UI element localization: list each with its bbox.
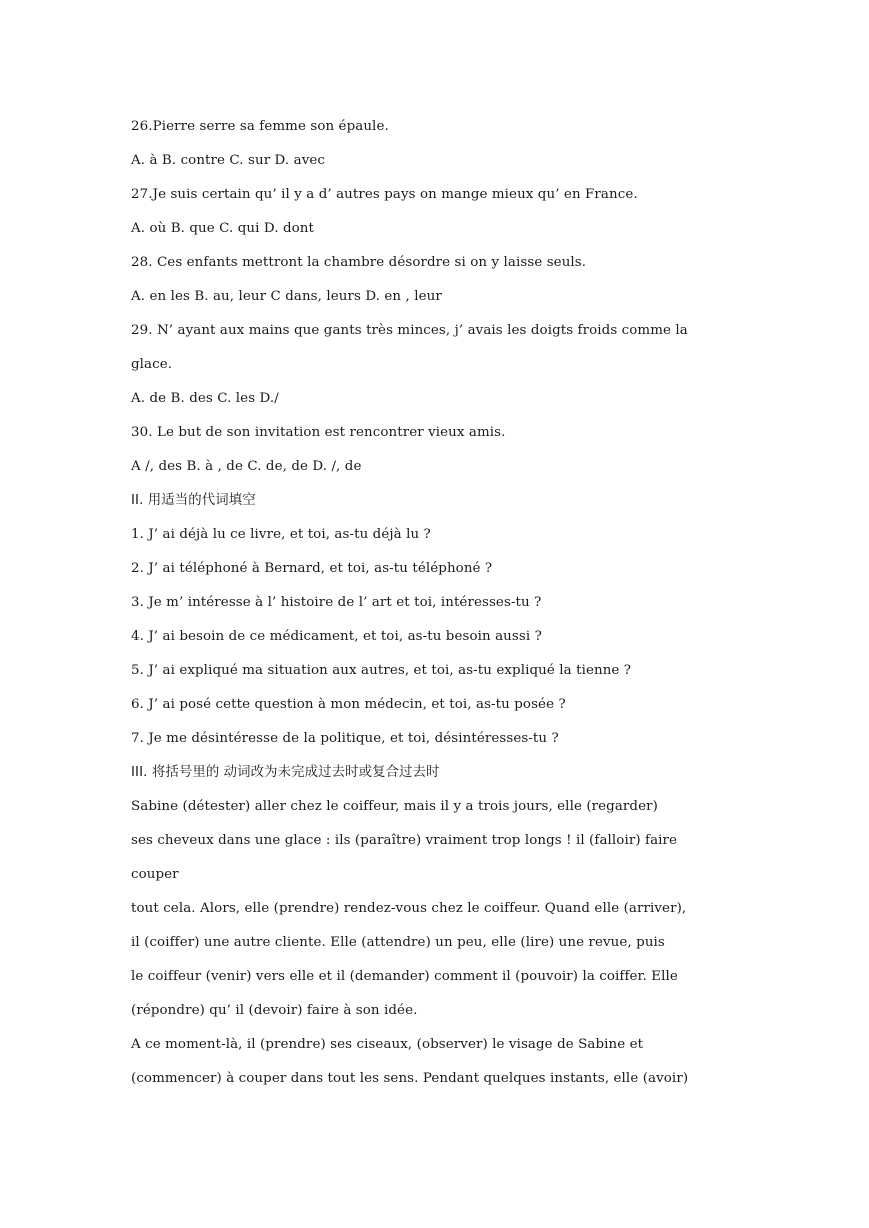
text-line-8: A ce moment-là, il (prendre) ses ciseaux, (observer) le visage de Sabine et (131, 1037, 644, 1052)
text-line-5: il (coiffer) une autre cliente. Elle (attendre) un peu, elle (lire) une revue, puis (131, 935, 665, 950)
text-line-7: (répondre) qu’ il (devoir) faire à son idée. (131, 1003, 418, 1018)
section-title-verbs: III. 将括号里的 动词改为未完成过去时或复合过去时 (131, 765, 440, 780)
text-line-9: (commencer) à couper dans tout les sens. Pendant quelques instants, elle (avoir) (131, 1071, 689, 1086)
text-line-3: couper (131, 867, 179, 882)
section-title-pronouns: II. 用适当的代词填空 (131, 493, 256, 508)
question-26: 26.Pierre serre sa femme son épaule. (131, 119, 389, 134)
verb-section (131, 756, 741, 1096)
pronoun-item-2: 2. J’ ai téléphoné à Bernard, et toi, as-tu téléphoné ? (131, 561, 493, 576)
text-line-2: ses cheveux dans une glace : ils (paraître) vraiment trop longs ! il (falloir) faire (131, 833, 678, 848)
question-28: 28. Ces enfants mettront la chambre désordre si on y laisse seuls. (131, 255, 587, 270)
question-30: 30. Le but de son invitation est rencontrer vieux amis. (131, 425, 506, 440)
qcm-section (131, 110, 741, 484)
pronoun-item-4: 4. J’ ai besoin de ce médicament, et toi, as-tu besoin aussi ? (131, 629, 542, 644)
options-29: A. de B. des C. les D./ (131, 391, 279, 406)
document-body (131, 110, 741, 1096)
pronoun-item-3: 3. Je m’ intéresse à l’ histoire de l’ art et toi, intéresses-tu ? (131, 595, 542, 610)
question-29: 29. N’ ayant aux mains que gants très minces, j’ avais les doigts froids comme la (131, 323, 688, 338)
options-28: A. en les B. au, leur C dans, leurs D. en , leur (131, 289, 442, 304)
question-29-continued: glace. (131, 357, 173, 372)
pronoun-item-6: 6. J’ ai posé cette question à mon médecin, et toi, as-tu posée ? (131, 697, 566, 712)
options-30: A /, des B. à , de C. de, de D. /, de (131, 459, 362, 474)
pronoun-section (131, 484, 741, 756)
options-27: A. où B. que C. qui D. dont (131, 221, 314, 236)
text-line-6: le coiffeur (venir) vers elle et il (demander) comment il (pouvoir) la coiffer. Elle (131, 969, 678, 984)
text-line-4: tout cela. Alors, elle (prendre) rendez-vous chez le coiffeur. Quand elle (arriver), (131, 901, 687, 916)
pronoun-item-5: 5. J’ ai expliqué ma situation aux autres, et toi, as-tu expliqué la tienne ? (131, 663, 632, 678)
text-line-1: Sabine (détester) aller chez le coiffeur, mais il y a trois jours, elle (regarder) (131, 799, 658, 814)
options-26: A. à B. contre C. sur D. avec (131, 153, 326, 168)
pronoun-item-7: 7. Je me désintéresse de la politique, et toi, désintéresses-tu ? (131, 731, 559, 746)
pronoun-item-1: 1. J’ ai déjà lu ce livre, et toi, as-tu déjà lu ? (131, 527, 431, 542)
question-27: 27.Je suis certain qu’ il y a d’ autres pays on mange mieux qu’ en France. (131, 187, 638, 202)
